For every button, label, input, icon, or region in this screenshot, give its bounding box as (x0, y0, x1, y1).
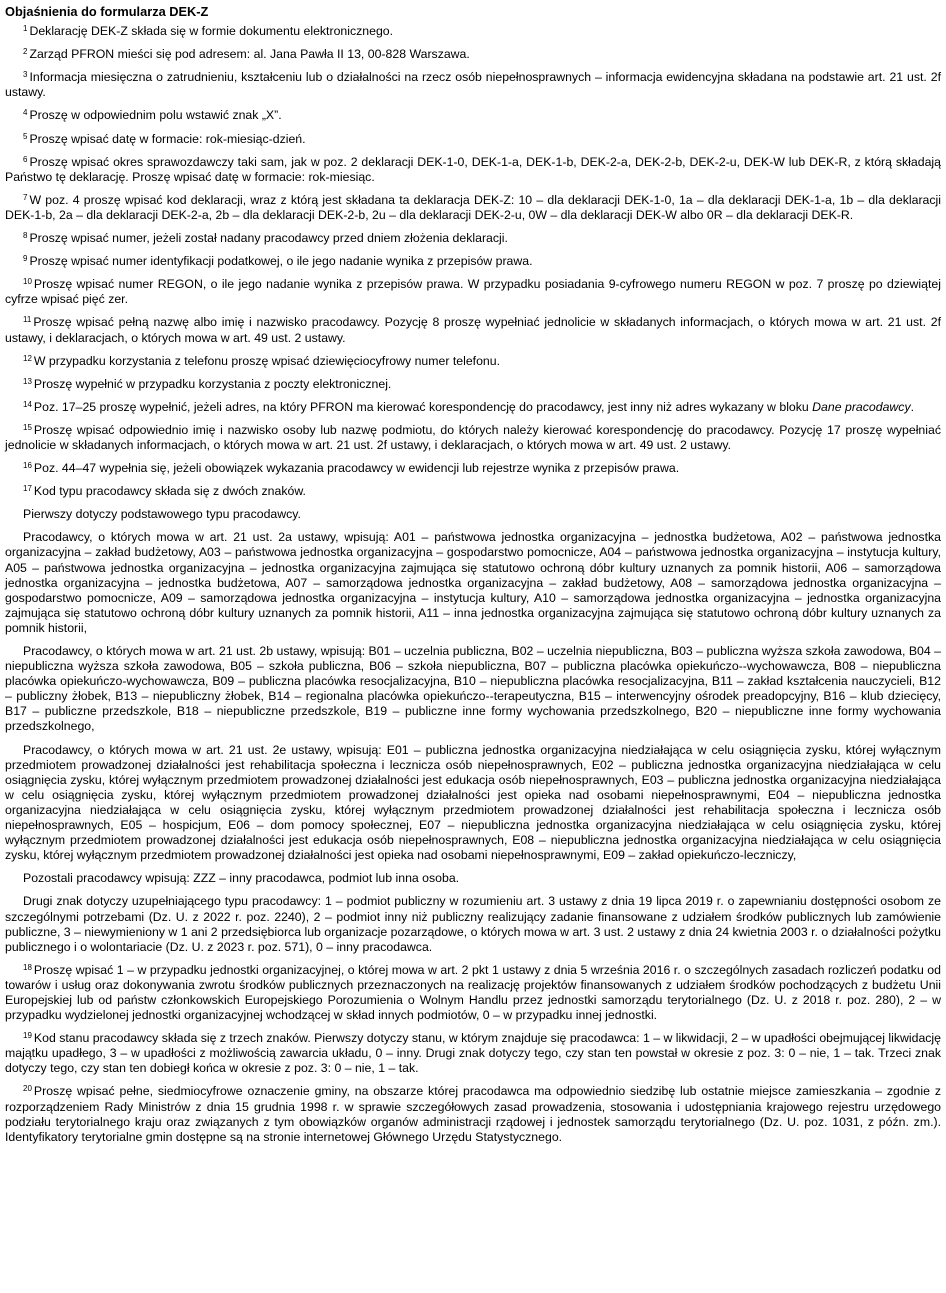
footnote-marker: 14 (23, 399, 32, 409)
footnote-17 (5, 484, 941, 499)
paragraph-end: . (910, 399, 915, 414)
paragraph-text: Drugi znak dotyczy uzupełniającego typu pracodawcy: 1 – podmiot publiczny w rozumieniu art. 3 ustawy z dnia 19 lipca 2019 r. o zapewnianiu dostępności osobom ze szczególnymi potrzebami (Dz. U. z 2022 r. poz. 2240), 2 – podmiot inny niż publiczny realizujący zadanie finansowane z udziałem środków publicznych lub zamówienie publiczne, 3 – niewymieniony w 1 ani 2 przedsiębiorca lub organizacje pozarządowe, o których mowa w art. 3 ust. 2 ustawy z dnia 24 kwietnia 2003 r. o działalności pożytku publicznego i o wolontariacie (Dz. U. z 2023 r. poz. 571), 0 – inny pracodawca. (5, 894, 941, 954)
explanations-list (5, 24, 941, 1145)
footnote-18 (5, 963, 941, 1023)
paragraph-text: Poz. 44–47 wypełnia się, jeżeli obowiązek wykazania pracodawcy w ewidencji lub rejestrze wynika z przepisów prawa. (33, 461, 680, 476)
footnote-marker: 20 (23, 1084, 32, 1094)
document-title: Objaśnienia do formularza DEK-Z (5, 4, 209, 19)
footnote-marker: 19 (23, 1031, 32, 1041)
paragraph-text: Pracodawcy, o których mowa w art. 21 ust. 2b ustawy, wpisują: B01 – uczelnia publiczna, B02 – uczelnia niepubliczna, B03 – publiczna wyższa szkoła zawodowa, B04 – niepubliczna wyższa szkoła zawodowa, B05 – szkoła publiczna, B06 – szkoła niepubliczna, B07 – publiczna placówka opiekuńczo-​-wychowawcza, B08 – niepubliczna placówka opiekuńczo-wychowawcza, B09 – publiczna placówka resocjalizacyjna, B10 – niepubliczna placówka resocjalizacyjna, B11 – zakład kształcenia nauczycieli, B12 – publiczny żłobek, B13 – niepubliczny żłobek, B14 – regionalna placówka opiekuńczo-​-terapeutyczna, B15 – interwencyjny ośrodek preadopcyjny, B16 – klub dziecięcy, B17 – publiczne przedszkole, B18 – niepubliczne przedszkole, B19 – publiczne inne formy wychowania przedszkolnego, B20 – niepubliczne inne formy wychowania przedszkolnego, (5, 644, 941, 734)
footnote-8 (5, 231, 941, 246)
paragraph-text: Pracodawcy, o których mowa w art. 21 ust. 2a ustawy, wpisują: A01 – państwowa jednostka organizacyjna – jednostka budżetowa, A02 – państwowa jednostka organizacyjna – zakład budżetowy, A03 – państwowa jednostka organizacyjna – gospodarstwo pomocnicze, A04 – państwowa jednostka organizacyjna – instytucja kultury, A05 – państwowa jednostka organizacyjna – jednostka organizacyjna zajmująca się statutowo ochroną dóbr kultury uznanych za pomnik historii, A06 – samorządowa jednostka organizacyjna – jednostka budżetowa, A07 – samorządowa jednostka organizacyjna – zakład budżetowy, A08 – samorządowa jednostka organizacyjna – gospodarstwo pomocnicze, A09 – samorządowa jednostka organizacyjna – instytucja kultury, A10 – samorządowa jednostka organizacyjna – jednostka organizacyjna zajmująca się statutowo ochroną dóbr kultury uznanych za pomnik historii, A11 – inna jednostka organizacyjna zajmująca się statutowo ochroną dóbr kultury uznanych za pomnik historii, (5, 530, 941, 635)
footnote-7 (5, 193, 941, 223)
footnote-2 (5, 47, 941, 62)
footnote-marker: 13 (23, 376, 32, 386)
explanation-paragraph (5, 743, 941, 864)
footnote-marker: 15 (23, 422, 32, 432)
footnote-marker: 12 (23, 353, 32, 363)
explanation-paragraph (5, 530, 941, 636)
paragraph-text: Zarząd PFRON mieści się pod adresem: al. Jana Pawła II 13, 00-828 Warszawa. (29, 47, 470, 62)
footnote-marker: 11 (23, 315, 32, 325)
paragraph-text: Proszę w odpowiednim polu wstawić znak „X”. (29, 108, 282, 123)
footnote-marker: 3 (23, 70, 28, 80)
footnote-marker: 7 (23, 192, 28, 202)
footnote-14 (5, 400, 941, 415)
footnote-13 (5, 377, 941, 392)
footnote-15 (5, 423, 941, 453)
footnote-marker: 4 (23, 108, 28, 118)
paragraph-text: Proszę wpisać numer identyfikacji podatkowej, o ile jego nadanie wynika z przepisów prawa. (29, 254, 533, 269)
paragraph-text: Proszę wpisać datę w formacie: rok-miesiąc-dzień. (29, 131, 306, 146)
footnote-19 (5, 1031, 941, 1076)
paragraph-text: Kod typu pracodawcy składa się z dwóch znaków. (33, 484, 306, 499)
footnote-12 (5, 354, 941, 369)
explanation-paragraph (5, 894, 941, 954)
footnote-marker: 2 (23, 47, 28, 57)
footnote-marker: 10 (23, 277, 32, 287)
paragraph-text: Pierwszy dotyczy podstawowego typu pracodawcy. (23, 507, 301, 522)
footnote-11 (5, 315, 941, 345)
footnote-3 (5, 70, 941, 100)
paragraph-text: Deklarację DEK-Z składa się w formie dokumentu elektronicznego. (29, 24, 394, 39)
paragraph-text: W przypadku korzystania z telefonu proszę wpisać dziewięciocyfrowy numer telefonu. (33, 353, 501, 368)
footnote-1 (5, 24, 941, 39)
footnote-4 (5, 108, 941, 123)
block-name-emphasis: Dane pracodawcy (812, 399, 911, 414)
footnote-marker: 18 (23, 962, 32, 972)
footnote-marker: 17 (23, 484, 32, 494)
paragraph-text: Proszę wpisać 1 – w przypadku jednostki organizacyjnej, o której mowa w art. 2 pkt 1 ustawy z dnia 5 września 2016 r. o szczególnych zasadach rozliczeń podatku od towarów i usług oraz dokonywania zwrotu środków publicznych przeznaczonych na realizację projektów finansowanych z udziałem środków pochodzących z budżetu Unii Europejskiej lub od państw członkowskich Europejskiego Porozumienia o Wolnym Handlu przez jednostki samorządu terytorialnego (Dz. U. z 2018 r. poz. 280), 2 – w przypadku wydzielonej jednostki organizacyjnej wchodzącej w skład innych podmiotów, 0 – w przypadku innej jednostki. (5, 962, 941, 1023)
paragraph-text: Pracodawcy, o których mowa w art. 21 ust. 2e ustawy, wpisują: E01 – publiczna jednostka organizacyjna niedziałająca w celu osiągnięcia zysku, której wyłącznym przedmiotem prowadzonej działalności jest rehabilitacja społeczna i lecznicza osób niepełnosprawnych, E02 – publiczna jednostka organizacyjna niedziałająca w celu osiągnięcia zysku, której wyłącznym przedmiotem prowadzonej działalności jest edukacja osób niepełnosprawnych, E03 – publiczna jednostka organizacyjna niedziałająca w celu osiągnięcia zysku, której wyłącznym przedmiotem prowadzonej działalności jest opieka nad osobami niepełnosprawnymi, E04 – niepubliczna jednostka organizacyjna niedziałająca w celu osiągnięcia zysku, której wyłącznym przedmiotem prowadzonej działalności jest rehabilitacja społeczna i lecznicza osób niepełnosprawnych, E05 – hospicjum, E06 – dom pomocy społecznej, E07 – niepubliczna jednostka organizacyjna niedziałająca w celu osiągnięcia zysku, której wyłącznym przedmiotem prowadzonej działalności jest edukacja osób niepełnosprawnych, E08 – niepubliczna jednostka organizacyjna niedziałająca w celu osiągnięcia zysku, której wyłącznym przedmiotem prowadzonej działalności jest opieka nad osobami niepełnosprawnymi, E09 – zakład opiekuńczo-leczniczy, (5, 742, 941, 863)
footnote-marker: 1 (23, 24, 28, 34)
explanation-paragraph (5, 507, 941, 522)
footnote-marker: 5 (23, 131, 28, 141)
footnote-marker: 8 (23, 231, 28, 241)
paragraph-text: Proszę wpisać pełną nazwę albo imię i nazwisko pracodawcy. Pozycję 8 proszę wypełniać jednolicie w składanych informacjach, o których mowa w art. 21 ust. 2f ustawy, i deklaracjach, o których mowa w art. 49 ust. 2 ustawy. (5, 315, 941, 345)
footnote-marker: 9 (23, 254, 28, 264)
paragraph-text: Poz. 17–25 proszę wypełnić, jeżeli adres, na który PFRON ma kierować korespondencję do pracodawcy, jest inny niż adres wykazany w bloku (33, 399, 813, 414)
paragraph-text: Proszę wpisać odpowiednio imię i nazwisko osoby lub nazwę podmiotu, do których należy kierować korespondencję do pracodawcy. Pozycję 17 proszę wypełniać jednolicie w składanych informacjach, o których mowa w art. 21 ust. 2f ustawy, i deklaracjach, o których mowa w art. 49 ust. 2 ustawy. (5, 422, 941, 452)
footnote-10 (5, 277, 941, 307)
paragraph-text: Proszę wpisać numer, jeżeli został nadany pracodawcy przed dniem złożenia deklaracji. (29, 231, 508, 246)
footnote-9 (5, 254, 941, 269)
paragraph-text: Proszę wpisać okres sprawozdawczy taki sam, jak w poz. 2 deklaracji DEK-1-0, DEK-1-a, DEK-1-b, DEK-2-a, DEK-2-b, DEK-2-u, DEK-W lub DEK-R, z którą składają Państwo tę deklarację. Proszę wpisać datę w formacie: rok-miesiąc. (5, 154, 941, 184)
paragraph-text: Proszę wpisać pełne, siedmiocyfrowe oznaczenie gminy, na obszarze której pracodawca ma odpowiednio siedzibę lub ostatnie miejsce zamieszkania – zgodnie z rozporządzeniem Rady Ministrów z dnia 15 grudnia 1998 r. w sprawie szczegółowych zasad prowadzenia, stosowania i udostępniania krajowego rejestru urzędowego podziału terytorialnego kraju oraz związanych z tym obowiązków organów administracji rządowej i jednostek samorządu terytorialnego (Dz. U. poz. 1031, z późn. zm.). Identyfikatory terytorialne gmin dostępne są na stronie internetowej Głównego Urzędu Statystycznego. (5, 1084, 941, 1144)
footnote-marker: 16 (23, 461, 32, 471)
footnote-5 (5, 132, 941, 147)
paragraph-text: Proszę wypełnić w przypadku korzystania z poczty elektronicznej. (33, 376, 392, 391)
paragraph-text: W poz. 4 proszę wpisać kod deklaracji, wraz z którą jest składana ta deklaracja DEK-Z: 10 – dla deklaracji DEK-1-0, 1a – dla deklaracji DEK-1-a, 1b – dla deklaracji DEK-1-b, 2a – dla deklaracji DEK-2-a, 2b – dla deklaracji DEK-2-b, 2u – dla deklaracji DEK-2-u, 0W – dla deklaracji DEK-W albo 0R – dla deklaracji DEK-R. (5, 192, 941, 222)
footnote-marker: 6 (23, 154, 28, 164)
paragraph-text: Informacja miesięczna o zatrudnieniu, kształceniu lub o działalności na rzecz osób niepełnosprawnych – informacja ewidencyjna składana na podstawie art. 21 ust. 2f ustawy. (5, 70, 941, 100)
paragraph-text: Proszę wpisać numer REGON, o ile jego nadanie wynika z przepisów prawa. W przypadku posiadania 9-cyfrowego numeru REGON w poz. 7 proszę po dziewiątej cyfrze wpisać pięć zer. (5, 277, 941, 307)
footnote-6 (5, 155, 941, 185)
footnote-16 (5, 461, 941, 476)
explanation-paragraph (5, 644, 941, 735)
paragraph-text: Kod stanu pracodawcy składa się z trzech znaków. Pierwszy dotyczy stanu, w którym znajduje się pracodawca: 1 – w likwidacji, 2 – w upadłości obejmującej likwidację majątku upadłego, 3 – w upadłości z możliwością zawarcia układu, 0 – inny. Drugi znak dotyczy tego, czy stan ten powstał w okresie z poz. 3: 0 – nie, 1 – tak. Trzeci znak dotyczy tego, czy stan ten dobiegł końca w okresie z poz. 3: 0 – nie, 1 – tak. (5, 1031, 941, 1076)
footnote-20 (5, 1084, 941, 1144)
paragraph-text: Pozostali pracodawcy wpisują: ZZZ – inny pracodawca, podmiot lub inna osoba. (23, 871, 460, 886)
explanation-paragraph (5, 871, 941, 886)
